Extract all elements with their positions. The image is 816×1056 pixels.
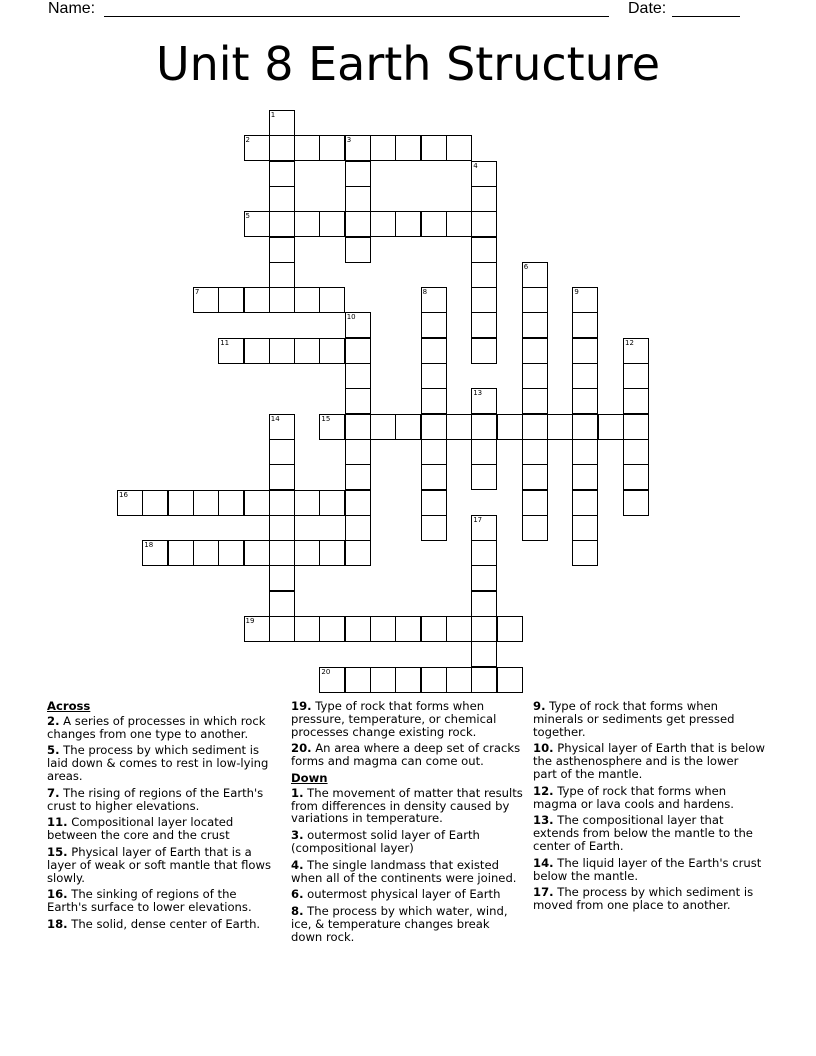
clue-text: The process by which sediment is moved from one place to another.: [533, 885, 754, 913]
clue-number: 1: [270, 111, 276, 119]
grid-cell[interactable]: [446, 616, 472, 642]
grid-cell[interactable]: [471, 186, 497, 212]
clue-number: 9: [574, 288, 579, 297]
clue-text: The process by which sediment is laid down & comes to rest in low-lying areas.: [47, 743, 269, 783]
clue-num: 10.: [533, 741, 554, 756]
clue-num: 12.: [533, 783, 554, 798]
grid-cell[interactable]: [269, 490, 295, 516]
grid-cell[interactable]: [370, 667, 396, 693]
grid-cell[interactable]: [572, 490, 598, 516]
clue-num: 13.: [533, 813, 554, 828]
grid-cell[interactable]: [269, 110, 295, 136]
grid-cell[interactable]: [471, 565, 497, 591]
grid-cell[interactable]: [345, 363, 371, 389]
grid-cell[interactable]: [446, 135, 472, 161]
clue-num: 15.: [47, 844, 68, 859]
clues-section: [47, 700, 772, 1000]
across-clue: [47, 744, 279, 782]
clue-number: 19: [245, 617, 255, 625]
grid-cell[interactable]: [421, 464, 447, 490]
grid-cell[interactable]: [319, 540, 345, 566]
down-clue: [533, 857, 765, 883]
grid-cell[interactable]: [446, 414, 472, 440]
grid-cell[interactable]: [421, 388, 447, 414]
grid-cell[interactable]: [168, 540, 194, 566]
grid-cell[interactable]: [522, 363, 548, 389]
clue-number: 6: [523, 262, 529, 271]
clue-num: 3.: [291, 828, 304, 843]
down-clue: [291, 888, 523, 901]
grid-cell[interactable]: [623, 464, 649, 490]
grid-cell[interactable]: [421, 135, 447, 161]
grid-cell[interactable]: [345, 135, 371, 161]
clue-text: The solid, dense center of Earth.: [71, 916, 261, 931]
clue-number: 8: [422, 288, 428, 297]
clue-text: Physical layer of Earth that is a layer of weak or soft mantle that flows slowly.: [47, 844, 272, 885]
grid-cell[interactable]: [446, 211, 472, 237]
grid-cell[interactable]: [345, 490, 371, 516]
grid-cell[interactable]: [345, 464, 371, 490]
down-clue: [533, 742, 765, 780]
grid-cell[interactable]: [294, 540, 320, 566]
grid-cell[interactable]: [471, 338, 497, 364]
grid-cell[interactable]: [319, 667, 345, 693]
across-clue: [47, 888, 279, 914]
down-clue: [533, 814, 765, 852]
clue-heading: Down: [291, 770, 328, 785]
clue-num: 4.: [291, 857, 304, 872]
grid-cell[interactable]: [269, 591, 295, 617]
clue-text: A series of processes in which rock changes from one type to another.: [47, 713, 266, 741]
grid-cell[interactable]: [421, 287, 447, 313]
grid-cell[interactable]: [547, 414, 573, 440]
grid-cell[interactable]: [572, 388, 598, 414]
grid-cell[interactable]: [294, 490, 320, 516]
grid-cell[interactable]: [471, 388, 497, 414]
clue-text: The sinking of regions of the Earth's surface to lower elevations.: [47, 887, 252, 915]
grid-cell[interactable]: [471, 262, 497, 288]
grid-cell[interactable]: [244, 135, 270, 161]
grid-cell[interactable]: [345, 186, 371, 212]
clue-num: 2.: [47, 713, 60, 728]
grid-cell[interactable]: [345, 515, 371, 541]
grid-cell[interactable]: [244, 540, 270, 566]
grid-cell[interactable]: [345, 540, 371, 566]
clue-number: 13: [473, 389, 483, 398]
clue-number: 16: [119, 490, 128, 499]
grid-cell[interactable]: [294, 211, 320, 237]
grid-cell[interactable]: [572, 338, 598, 364]
grid-cell[interactable]: [471, 616, 497, 642]
grid-cell[interactable]: [471, 641, 497, 667]
clue-number: 17: [473, 515, 483, 524]
grid-cell[interactable]: [623, 363, 649, 389]
clue-number: 3: [346, 136, 352, 145]
down-clue: [533, 700, 765, 738]
grid-cell[interactable]: [218, 540, 244, 566]
clue-number: 18: [144, 541, 154, 550]
grid-cell[interactable]: [345, 616, 371, 642]
across-clue: [47, 715, 279, 741]
grid-cell[interactable]: [395, 135, 421, 161]
grid-cell[interactable]: [269, 515, 295, 541]
clues-column-2: [291, 700, 523, 948]
grid-cell[interactable]: [269, 237, 295, 263]
grid-cell[interactable]: [522, 490, 548, 516]
clue-text: The rising of regions of the Earth's crust to higher elevations.: [47, 785, 264, 813]
clue-number: 10: [346, 313, 356, 322]
clue-text: Type of rock that forms when minerals or sediments get pressed together.: [533, 699, 735, 739]
clue-number: 4: [473, 161, 478, 170]
clue-number: 15: [321, 414, 331, 423]
grid-cell[interactable]: [522, 515, 548, 541]
grid-cell[interactable]: [421, 414, 447, 440]
grid-cell[interactable]: [395, 667, 421, 693]
grid-cell[interactable]: [370, 211, 396, 237]
grid-cell[interactable]: [471, 464, 497, 490]
clue-text: Type of rock that forms when magma or lava cools and hardens.: [533, 783, 734, 811]
grid-cell[interactable]: [345, 237, 371, 263]
grid-cell[interactable]: [117, 490, 143, 516]
down-clue: [291, 787, 523, 825]
grid-cell[interactable]: [370, 616, 396, 642]
page-title: Unit 8 Earth Structure: [155, 37, 661, 91]
grid-cell[interactable]: [218, 338, 244, 364]
grid-cell[interactable]: [218, 490, 244, 516]
grid-cell[interactable]: [471, 540, 497, 566]
grid-cell[interactable]: [471, 667, 497, 693]
clue-text: The process by which water, wind, ice, & temperature changes break down rock.: [291, 904, 508, 944]
clue-num: 19.: [291, 699, 312, 713]
grid-cell[interactable]: [294, 287, 320, 313]
clue-number: 20: [321, 667, 331, 676]
clue-number: 7: [194, 288, 200, 297]
clue-num: 6.: [291, 887, 304, 902]
grid-cell[interactable]: [319, 414, 345, 440]
clue-num: 7.: [47, 785, 60, 800]
grid-cell[interactable]: [370, 135, 396, 161]
grid-cell[interactable]: [193, 490, 219, 516]
grid-cell[interactable]: [471, 591, 497, 617]
grid-cell[interactable]: [446, 667, 472, 693]
grid-cell[interactable]: [294, 616, 320, 642]
clue-num: 16.: [47, 887, 68, 902]
grid-cell[interactable]: [395, 616, 421, 642]
grid-cell[interactable]: [421, 363, 447, 389]
grid-cell[interactable]: [497, 414, 523, 440]
grid-cell[interactable]: [269, 414, 295, 440]
grid-cell[interactable]: [471, 312, 497, 338]
grid-cell[interactable]: [522, 439, 548, 465]
grid-cell[interactable]: [572, 515, 598, 541]
grid-cell[interactable]: [623, 414, 649, 440]
grid-cell[interactable]: [471, 237, 497, 263]
grid-cell[interactable]: [269, 464, 295, 490]
grid-cell[interactable]: [218, 287, 244, 313]
down-clue: [291, 859, 523, 885]
clue-num: 20.: [291, 741, 312, 756]
across-clue: [47, 918, 279, 931]
grid-cell[interactable]: [345, 312, 371, 338]
grid-cell[interactable]: [572, 363, 598, 389]
grid-cell[interactable]: [497, 616, 523, 642]
clue-heading: Across: [47, 699, 91, 713]
grid-cell[interactable]: [522, 414, 548, 440]
grid-cell[interactable]: [244, 616, 270, 642]
grid-cell[interactable]: [269, 287, 295, 313]
grid-cell[interactable]: [319, 287, 345, 313]
clue-number: 5: [245, 212, 250, 221]
clue-number: 12: [625, 338, 634, 347]
grid-cell[interactable]: [623, 439, 649, 465]
down-clue: [291, 829, 523, 855]
grid-cell[interactable]: [319, 211, 345, 237]
grid-cell[interactable]: [471, 161, 497, 187]
grid-cell[interactable]: [269, 161, 295, 187]
grid-cell[interactable]: [269, 262, 295, 288]
grid-cell[interactable]: [623, 388, 649, 414]
grid-cell[interactable]: [623, 338, 649, 364]
grid-cell[interactable]: [421, 211, 447, 237]
grid-cell[interactable]: [471, 211, 497, 237]
clue-num: 14.: [533, 855, 554, 870]
clue-num: 18.: [47, 916, 68, 931]
down-clue: [291, 905, 523, 943]
across-clue: [291, 700, 523, 738]
grid-cell[interactable]: [572, 312, 598, 338]
grid-cell[interactable]: [294, 135, 320, 161]
grid-cell[interactable]: [572, 414, 598, 440]
grid-cell[interactable]: [244, 338, 270, 364]
grid-cell[interactable]: [421, 312, 447, 338]
clue-text: Compositional layer located between the core and the crust: [47, 815, 234, 843]
clue-text: Physical layer of Earth that is below the asthenosphere and is the lower part of the mantle.: [533, 741, 765, 781]
grid-cell[interactable]: [572, 540, 598, 566]
grid-cell[interactable]: [497, 667, 523, 693]
clue-text: An area where a deep set of cracks forms and magma can come out.: [291, 741, 521, 769]
grid-cell[interactable]: [345, 161, 371, 187]
clue-number: 14: [270, 414, 280, 423]
grid-cell[interactable]: [345, 388, 371, 414]
grid-cell[interactable]: [345, 211, 371, 237]
grid-cell[interactable]: [572, 439, 598, 465]
grid-cell[interactable]: [522, 464, 548, 490]
grid-cell[interactable]: [193, 287, 219, 313]
across-clue: [291, 742, 523, 768]
grid-cell[interactable]: [370, 414, 396, 440]
clues-column-1: [47, 700, 279, 935]
grid-cell[interactable]: [269, 186, 295, 212]
clue-text: outermost physical layer of Earth: [307, 887, 501, 902]
grid-cell[interactable]: [572, 287, 598, 313]
grid-cell[interactable]: [269, 439, 295, 465]
across-clue: [47, 846, 279, 884]
grid-cell[interactable]: [421, 667, 447, 693]
clue-num: 8.: [291, 904, 304, 919]
grid-cell[interactable]: [319, 135, 345, 161]
grid-cell[interactable]: [522, 312, 548, 338]
clue-num: 5.: [47, 743, 60, 758]
clue-num: 9.: [533, 699, 546, 713]
clue-text: The single landmass that existed when all of the continents were joined.: [291, 857, 517, 885]
clue-text: The movement of matter that results from differences in density caused by variations in temperature.: [291, 785, 523, 826]
down-clue: [533, 785, 765, 811]
grid-cell[interactable]: [421, 338, 447, 364]
grid-cell[interactable]: [269, 211, 295, 237]
down-clue: [533, 886, 765, 912]
grid-cell[interactable]: [471, 439, 497, 465]
clue-text: Type of rock that forms when pressure, temperature, or chemical processes change existing rock.: [291, 699, 497, 739]
grid-cell[interactable]: [345, 439, 371, 465]
clues-column-3: [533, 700, 765, 916]
grid-cell[interactable]: [471, 515, 497, 541]
grid-cell[interactable]: [471, 287, 497, 313]
grid-cell[interactable]: [522, 388, 548, 414]
grid-cell[interactable]: [269, 135, 295, 161]
grid-cell[interactable]: [395, 211, 421, 237]
grid-cell[interactable]: [269, 338, 295, 364]
grid-cell[interactable]: [269, 616, 295, 642]
clue-num: 1.: [291, 785, 304, 800]
grid-cell[interactable]: [421, 515, 447, 541]
grid-cell[interactable]: [244, 211, 270, 237]
grid-cell[interactable]: [395, 414, 421, 440]
grid-cell[interactable]: [345, 414, 371, 440]
grid-cell[interactable]: [319, 338, 345, 364]
grid-cell[interactable]: [319, 490, 345, 516]
grid-cell[interactable]: [623, 490, 649, 516]
grid-cell[interactable]: [294, 338, 320, 364]
grid-cell[interactable]: [522, 338, 548, 364]
grid-cell[interactable]: [244, 287, 270, 313]
grid-cell[interactable]: [269, 540, 295, 566]
grid-cell[interactable]: [193, 540, 219, 566]
grid-cell[interactable]: [522, 287, 548, 313]
grid-cell[interactable]: [421, 490, 447, 516]
grid-cell[interactable]: [269, 565, 295, 591]
clue-num: 11.: [47, 815, 68, 830]
grid-cell[interactable]: [142, 540, 168, 566]
clue-number: 11: [220, 338, 230, 347]
grid-cell[interactable]: [471, 414, 497, 440]
clue-text: outermost solid layer of Earth (compositional layer): [291, 828, 480, 855]
across-clue: [47, 787, 279, 813]
clue-number: 2: [245, 136, 250, 145]
grid-cell[interactable]: [572, 464, 598, 490]
grid-cell[interactable]: [168, 490, 194, 516]
grid-cell[interactable]: [345, 338, 371, 364]
grid-cell[interactable]: [421, 616, 447, 642]
date-label: Date:: [628, 0, 667, 17]
clue-num: 17.: [533, 885, 554, 900]
grid-cell[interactable]: [319, 616, 345, 642]
grid-cell[interactable]: [345, 667, 371, 693]
grid-cell[interactable]: [142, 490, 168, 516]
grid-cell[interactable]: [244, 490, 270, 516]
grid-cell[interactable]: [598, 414, 624, 440]
grid-cell[interactable]: [421, 439, 447, 465]
clue-text: The liquid layer of the Earth's crust below the mantle.: [533, 855, 762, 883]
across-clue: [47, 816, 279, 842]
grid-cell[interactable]: [522, 262, 548, 288]
name-label: Name:: [48, 0, 96, 17]
clue-text: The compositional layer that extends from below the mantle to the center of Earth.: [533, 813, 753, 853]
